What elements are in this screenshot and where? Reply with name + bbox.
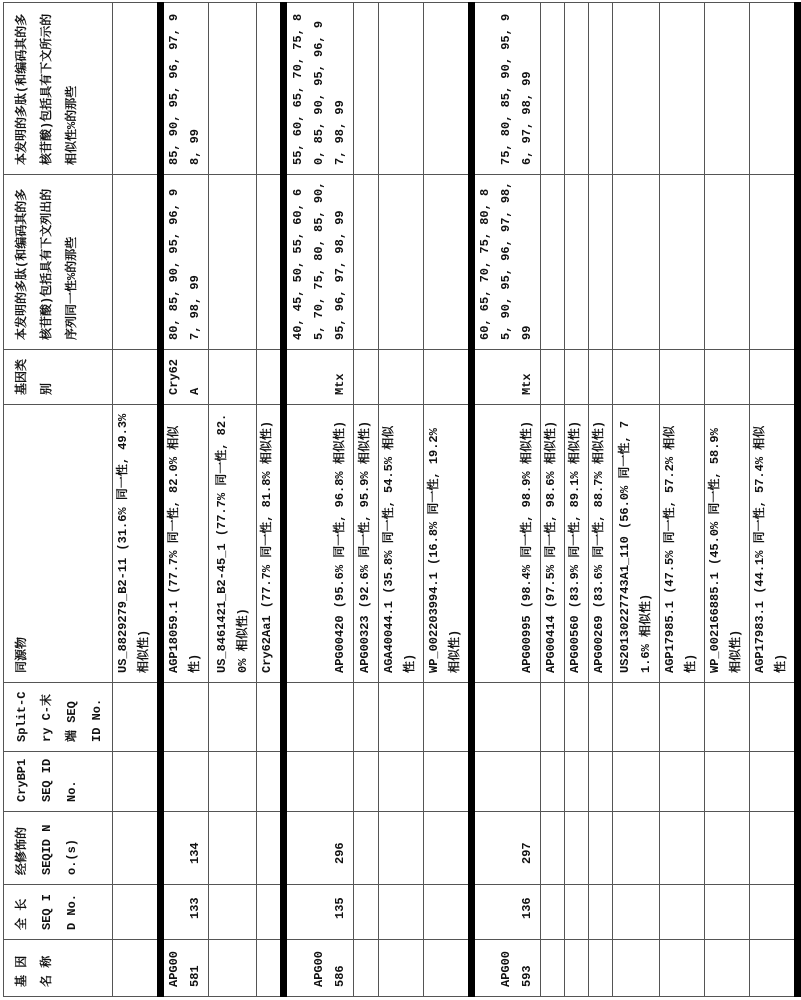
cell-identity-percent <box>589 175 613 350</box>
cell-gene-name <box>750 940 798 997</box>
cell-full-length-seq-id <box>705 885 750 940</box>
cell-split-cry-seq-id <box>113 683 161 752</box>
cell-gene-name <box>660 940 705 997</box>
cell-identity-percent: 60, 65, 70, 75, 80, 85, 90, 95, 96, 97, 98, 99 <box>472 175 541 350</box>
cell-split-cry-seq-id <box>354 683 379 752</box>
cell-similarity-percent <box>613 3 660 175</box>
cell-gene-class <box>613 350 660 405</box>
rotated-page <box>0 0 676 1000</box>
cell-identity-percent <box>660 175 705 350</box>
cell-split-cry-seq-id <box>472 683 541 752</box>
cell-similarity-percent <box>589 3 613 175</box>
header-split-cry-seq-id: Split-Cry C-末端 SEQ ID No. <box>4 683 113 752</box>
header-gene-name: 基 因 名 称 <box>4 940 113 997</box>
cell-crybp1-seq-id <box>705 752 750 812</box>
cell-identity-percent <box>379 175 424 350</box>
cell-homolog: APG00420 (95.6% 同一性, 96.8% 相似性) <box>284 405 354 683</box>
cell-homolog: Cry62Aa1 (77.7% 同一性, 81.8% 相似性) <box>257 405 284 683</box>
homolog-table <box>3 2 801 997</box>
cell-gene-class: Mtx <box>284 350 354 405</box>
cell-modified-seq-id <box>589 812 613 885</box>
cell-modified-seq-id <box>379 812 424 885</box>
cell-split-cry-seq-id <box>209 683 257 752</box>
cell-gene-name <box>541 940 565 997</box>
cell-modified-seq-id <box>750 812 798 885</box>
cell-identity-percent <box>424 175 472 350</box>
cell-identity-percent <box>257 175 284 350</box>
cell-homolog: WP_002166885.1 (45.0% 同一性, 58.9% 相似性) <box>705 405 750 683</box>
cell-gene-class <box>257 350 284 405</box>
cell-identity-percent <box>209 175 257 350</box>
cell-gene-name <box>705 940 750 997</box>
table-row <box>589 3 613 997</box>
cell-full-length-seq-id <box>209 885 257 940</box>
cell-split-cry-seq-id <box>750 683 798 752</box>
cell-similarity-percent <box>209 3 257 175</box>
cell-homolog: APG00323 (92.6% 同一性, 95.9% 相似性) <box>354 405 379 683</box>
table-row <box>613 3 660 997</box>
cell-homolog: US20130227743A1_110 (56.0% 同一性, 71.6% 相似性) <box>613 405 660 683</box>
cell-gene-class: Cry62A <box>161 350 209 405</box>
cell-modified-seq-id <box>257 812 284 885</box>
cell-homolog: APG00560 (83.9% 同一性, 89.1% 相似性) <box>565 405 589 683</box>
cell-split-cry-seq-id <box>589 683 613 752</box>
cell-similarity-percent <box>541 3 565 175</box>
cell-modified-seq-id <box>209 812 257 885</box>
cell-crybp1-seq-id <box>379 752 424 812</box>
header-homolog: 同源物 <box>4 405 113 683</box>
cell-full-length-seq-id <box>750 885 798 940</box>
cell-full-length-seq-id <box>379 885 424 940</box>
cell-gene-class <box>660 350 705 405</box>
cell-homolog: US_8461421_B2-45_1 (77.7% 同一性, 82.0% 相似性) <box>209 405 257 683</box>
cell-gene-name: APG00581 <box>161 940 209 997</box>
cell-crybp1-seq-id <box>354 752 379 812</box>
cell-full-length-seq-id: 135 <box>284 885 354 940</box>
cell-gene-class <box>424 350 472 405</box>
cell-split-cry-seq-id <box>257 683 284 752</box>
cell-crybp1-seq-id <box>284 752 354 812</box>
cell-modified-seq-id <box>354 812 379 885</box>
table-row <box>660 3 705 997</box>
cell-homolog: US_8829279_B2-11 (31.6% 同一性, 49.3% 相似性) <box>113 405 161 683</box>
header-identity-percent: 本发明的多肽(和编码其的多核苷酸)包括具有下文列出的序列同一性%的那些 <box>4 175 113 350</box>
cell-gene-name: APG00586 <box>284 940 354 997</box>
cell-crybp1-seq-id <box>472 752 541 812</box>
header-crybp1-seq-id: CryBP1 SEQ ID No. <box>4 752 113 812</box>
cell-full-length-seq-id <box>541 885 565 940</box>
cell-similarity-percent <box>257 3 284 175</box>
cell-full-length-seq-id <box>354 885 379 940</box>
cell-identity-percent <box>541 175 565 350</box>
cell-similarity-percent <box>750 3 798 175</box>
cell-full-length-seq-id <box>660 885 705 940</box>
cell-full-length-seq-id <box>113 885 161 940</box>
header-gene-class: 基因类别 <box>4 350 113 405</box>
cell-crybp1-seq-id <box>161 752 209 812</box>
cell-crybp1-seq-id <box>209 752 257 812</box>
cell-gene-class <box>750 350 798 405</box>
cell-modified-seq-id: 297 <box>472 812 541 885</box>
table-row <box>113 3 161 997</box>
table-row <box>284 3 354 997</box>
cell-similarity-percent <box>424 3 472 175</box>
cell-modified-seq-id <box>541 812 565 885</box>
cell-identity-percent <box>354 175 379 350</box>
cell-crybp1-seq-id <box>113 752 161 812</box>
cell-identity-percent <box>565 175 589 350</box>
table-row <box>705 3 750 997</box>
table-row <box>161 3 209 997</box>
cell-gene-name <box>257 940 284 997</box>
cell-gene-name <box>424 940 472 997</box>
cell-modified-seq-id <box>705 812 750 885</box>
header-modified-seq-id: 经修饰的 SEQID No.(s) <box>4 812 113 885</box>
cell-gene-name <box>209 940 257 997</box>
cell-gene-class <box>209 350 257 405</box>
cell-gene-name: APG00593 <box>472 940 541 997</box>
cell-crybp1-seq-id <box>660 752 705 812</box>
cell-homolog: APG00995 (98.4% 同一性, 98.9% 相似性) <box>472 405 541 683</box>
table-row <box>541 3 565 997</box>
cell-split-cry-seq-id <box>284 683 354 752</box>
table-row <box>354 3 379 997</box>
cell-gene-name <box>613 940 660 997</box>
cell-modified-seq-id <box>113 812 161 885</box>
cell-crybp1-seq-id <box>613 752 660 812</box>
cell-gene-class <box>379 350 424 405</box>
cell-gene-name <box>354 940 379 997</box>
cell-crybp1-seq-id <box>541 752 565 812</box>
cell-modified-seq-id: 296 <box>284 812 354 885</box>
cell-gene-name <box>379 940 424 997</box>
cell-split-cry-seq-id <box>565 683 589 752</box>
cell-identity-percent: 40, 45, 50, 55, 60, 65, 70, 75, 80, 85, 90, 95, 96, 97, 98, 99 <box>284 175 354 350</box>
cell-similarity-percent: 85, 90, 95, 96, 97, 98, 99 <box>161 3 209 175</box>
cell-similarity-percent <box>565 3 589 175</box>
cell-gene-class <box>354 350 379 405</box>
table-row <box>750 3 798 997</box>
cell-homolog: AGP17985.1 (47.5% 同一性, 57.2% 相似性) <box>660 405 705 683</box>
cell-gene-name <box>113 940 161 997</box>
cell-split-cry-seq-id <box>613 683 660 752</box>
cell-identity-percent: 80, 85, 90, 95, 96, 97, 98, 99 <box>161 175 209 350</box>
table-row <box>257 3 284 997</box>
cell-homolog: APG00269 (83.6% 同一性, 88.7% 相似性) <box>589 405 613 683</box>
cell-split-cry-seq-id <box>660 683 705 752</box>
cell-gene-class <box>565 350 589 405</box>
header-row <box>4 3 113 997</box>
cell-full-length-seq-id <box>565 885 589 940</box>
cell-similarity-percent <box>113 3 161 175</box>
cell-crybp1-seq-id <box>424 752 472 812</box>
cell-homolog: AGA40044.1 (35.8% 同一性, 54.5% 相似性) <box>379 405 424 683</box>
header-full-length-seq-id: 全 长 SEQ ID No. <box>4 885 113 940</box>
cell-homolog: AGP17983.1 (44.1% 同一性, 57.4% 相似性) <box>750 405 798 683</box>
cell-modified-seq-id <box>424 812 472 885</box>
cell-homolog: WP_002203994.1 (16.8% 同一性, 19.2% 相似性) <box>424 405 472 683</box>
cell-full-length-seq-id <box>613 885 660 940</box>
cell-gene-class <box>589 350 613 405</box>
cell-crybp1-seq-id <box>750 752 798 812</box>
cell-crybp1-seq-id <box>257 752 284 812</box>
cell-similarity-percent <box>660 3 705 175</box>
cell-gene-class <box>541 350 565 405</box>
cell-similarity-percent <box>379 3 424 175</box>
table-row <box>424 3 472 997</box>
cell-split-cry-seq-id <box>379 683 424 752</box>
table-row <box>379 3 424 997</box>
cell-full-length-seq-id: 136 <box>472 885 541 940</box>
cell-gene-name <box>589 940 613 997</box>
cell-similarity-percent <box>354 3 379 175</box>
cell-identity-percent <box>613 175 660 350</box>
cell-similarity-percent: 75, 80, 85, 90, 95, 96, 97, 98, 99 <box>472 3 541 175</box>
header-similarity-percent: 本发明的多肽(和编码其的多核苷酸)包括具有下文所示的相似性%的那些 <box>4 3 113 175</box>
cell-crybp1-seq-id <box>565 752 589 812</box>
cell-split-cry-seq-id <box>705 683 750 752</box>
cell-identity-percent <box>750 175 798 350</box>
cell-homolog: AGP18059.1 (77.7% 同一性, 82.0% 相似性) <box>161 405 209 683</box>
cell-crybp1-seq-id <box>589 752 613 812</box>
cell-full-length-seq-id <box>589 885 613 940</box>
cell-full-length-seq-id <box>424 885 472 940</box>
table-row <box>565 3 589 997</box>
cell-full-length-seq-id <box>257 885 284 940</box>
cell-gene-class: Mtx <box>472 350 541 405</box>
cell-full-length-seq-id: 133 <box>161 885 209 940</box>
cell-split-cry-seq-id <box>424 683 472 752</box>
cell-identity-percent <box>113 175 161 350</box>
cell-gene-class <box>705 350 750 405</box>
table-row <box>209 3 257 997</box>
cell-modified-seq-id <box>565 812 589 885</box>
cell-modified-seq-id <box>613 812 660 885</box>
cell-split-cry-seq-id <box>541 683 565 752</box>
cell-similarity-percent <box>705 3 750 175</box>
cell-modified-seq-id: 134 <box>161 812 209 885</box>
table-row <box>472 3 541 997</box>
cell-gene-name <box>565 940 589 997</box>
cell-gene-class <box>113 350 161 405</box>
cell-split-cry-seq-id <box>161 683 209 752</box>
cell-identity-percent <box>705 175 750 350</box>
cell-homolog: APG00414 (97.5% 同一性, 98.6% 相似性) <box>541 405 565 683</box>
cell-modified-seq-id <box>660 812 705 885</box>
cell-similarity-percent: 55, 60, 65, 70, 75, 80, 85, 90, 95, 96, 97, 98, 99 <box>284 3 354 175</box>
